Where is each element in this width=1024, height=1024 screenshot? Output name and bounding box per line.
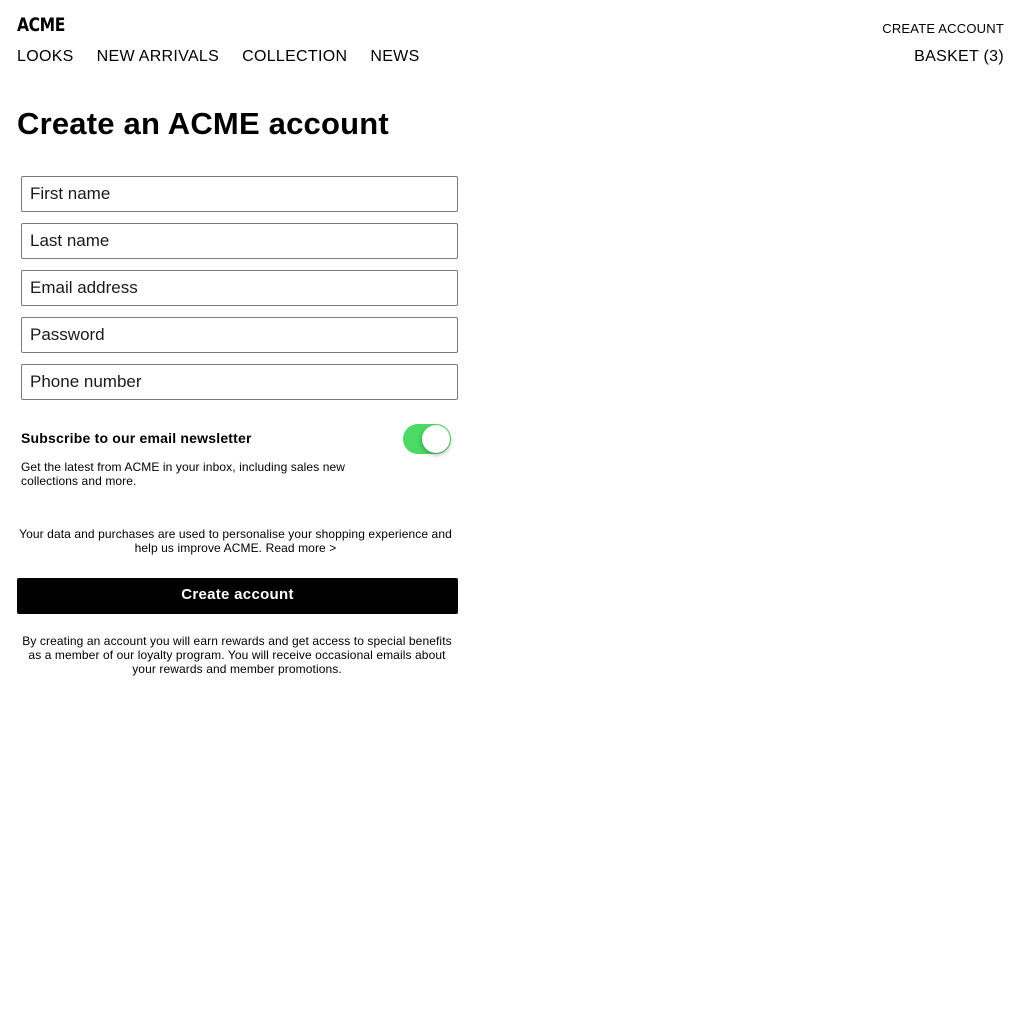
- main-nav: [17, 48, 443, 66]
- logo[interactable]: ACME: [17, 14, 66, 36]
- phone-field[interactable]: [21, 364, 458, 400]
- toggle-knob: [422, 425, 450, 453]
- nav-item-looks[interactable]: LOOKS: [17, 48, 74, 65]
- page-title: Create an ACME account: [17, 106, 389, 141]
- last-name-field[interactable]: [21, 223, 458, 259]
- nav-item-collection[interactable]: COLLECTION: [242, 48, 348, 65]
- loyalty-notice: By creating an account you will earn rewards and get access to special benefits as a member of our loyalty program. You will receive occasional emails about your rewards and member promotions.: [22, 634, 452, 676]
- create-account-button[interactable]: Create account: [17, 578, 458, 614]
- newsletter-toggle[interactable]: [403, 424, 451, 454]
- privacy-text: Your data and purchases are used to personalise your shopping experience and help us improve ACME.: [19, 527, 452, 555]
- read-more-link[interactable]: Read more >: [265, 541, 337, 555]
- newsletter-description: Get the latest from ACME in your inbox, including sales new collections and more.: [21, 460, 346, 488]
- privacy-notice: [17, 527, 454, 555]
- newsletter-label: Subscribe to our email newsletter: [21, 430, 252, 446]
- create-account-link[interactable]: CREATE ACCOUNT: [882, 21, 1004, 36]
- email-field[interactable]: [21, 270, 458, 306]
- basket-link[interactable]: BASKET (3): [914, 48, 1004, 65]
- nav-item-new-arrivals[interactable]: NEW ARRIVALS: [96, 48, 220, 65]
- password-field[interactable]: [21, 317, 458, 353]
- first-name-field[interactable]: [21, 176, 458, 212]
- nav-item-news[interactable]: NEWS: [370, 48, 420, 65]
